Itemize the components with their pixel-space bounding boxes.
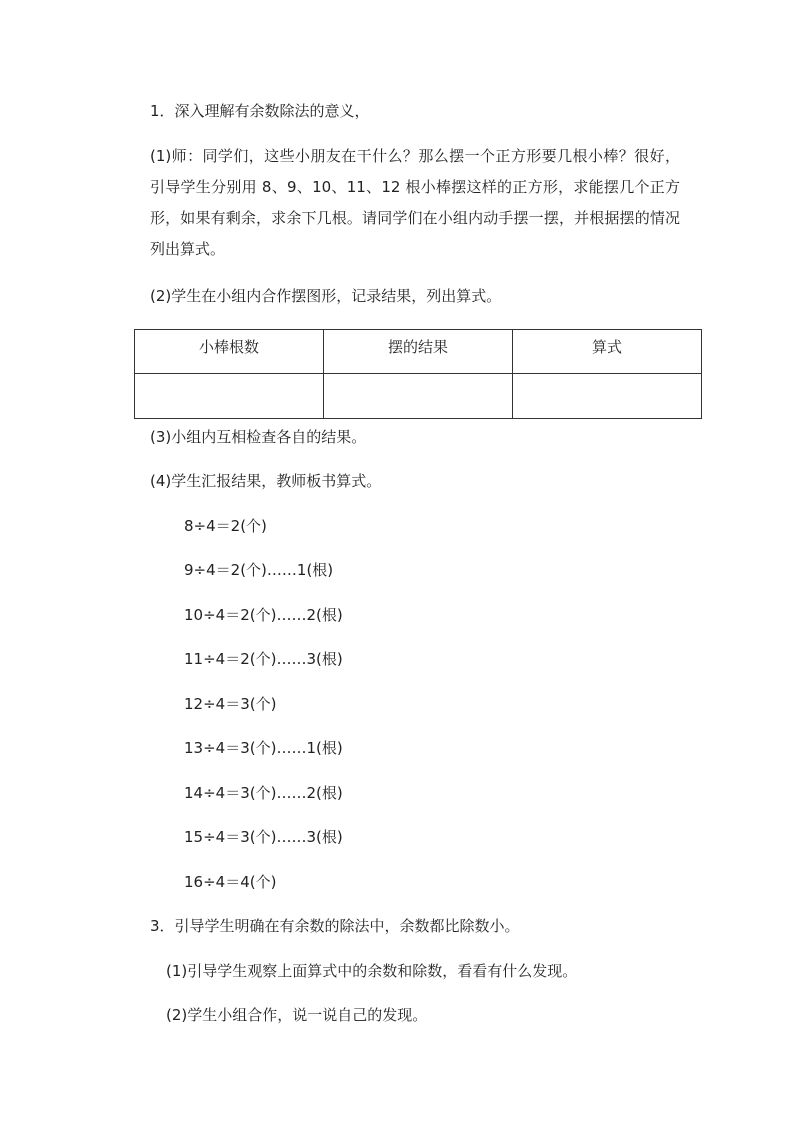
paragraph-discuss: (2)学生小组合作，说一说自己的发现。	[166, 1006, 428, 1024]
equation-line: 16÷4＝4(个)	[184, 873, 277, 891]
paragraph-peer-check: (3)小组内互相检查各自的结果。	[150, 428, 367, 446]
equation-line: 11÷4＝2(个)……3(根)	[184, 650, 343, 668]
table-cell	[513, 374, 702, 419]
table-header-formula: 算式	[513, 330, 702, 374]
table-header-row	[135, 330, 702, 374]
equation-line: 8÷4＝2(个)	[184, 517, 267, 535]
table-cell	[324, 374, 513, 419]
equation-line: 13÷4＝3(个)……1(根)	[184, 739, 343, 757]
table-cell	[135, 374, 324, 419]
section-heading-3: 3．引导学生明确在有余数的除法中，余数都比除数小。	[150, 917, 520, 935]
paragraph-teacher-intro: (1)师：同学们，这些小朋友在干什么？那么摆一个正方形要几根小棒？很好，引导学生分别用 8、9、10、11、12 根小棒摆这样的正方形，求能摆几个正方形，如果有剩余，求余下几根。请同学们在小组内动手摆一摆，并根据摆的情况列出算式。	[150, 147, 680, 258]
table-row	[135, 374, 702, 419]
paragraph-report: (4)学生汇报结果，教师板书算式。	[150, 472, 382, 490]
paragraph-group-work: (2)学生在小组内合作摆图形，记录结果，列出算式。	[150, 287, 502, 305]
table-header-stick-count: 小棒根数	[135, 330, 324, 374]
table-header-arrangement-result: 摆的结果	[324, 330, 513, 374]
results-table	[134, 329, 702, 419]
paragraph-observe: (1)引导学生观察上面算式中的余数和除数，看看有什么发现。	[166, 962, 578, 980]
section-heading-1: 1．深入理解有余数除法的意义，	[150, 102, 370, 120]
equation-line: 14÷4＝3(个)……2(根)	[184, 784, 343, 802]
equation-line: 12÷4＝3(个)	[184, 695, 277, 713]
equation-line: 10÷4＝2(个)……2(根)	[184, 606, 343, 624]
equation-line: 9÷4＝2(个)……1(根)	[184, 561, 334, 579]
equation-line: 15÷4＝3(个)……3(根)	[184, 828, 343, 846]
